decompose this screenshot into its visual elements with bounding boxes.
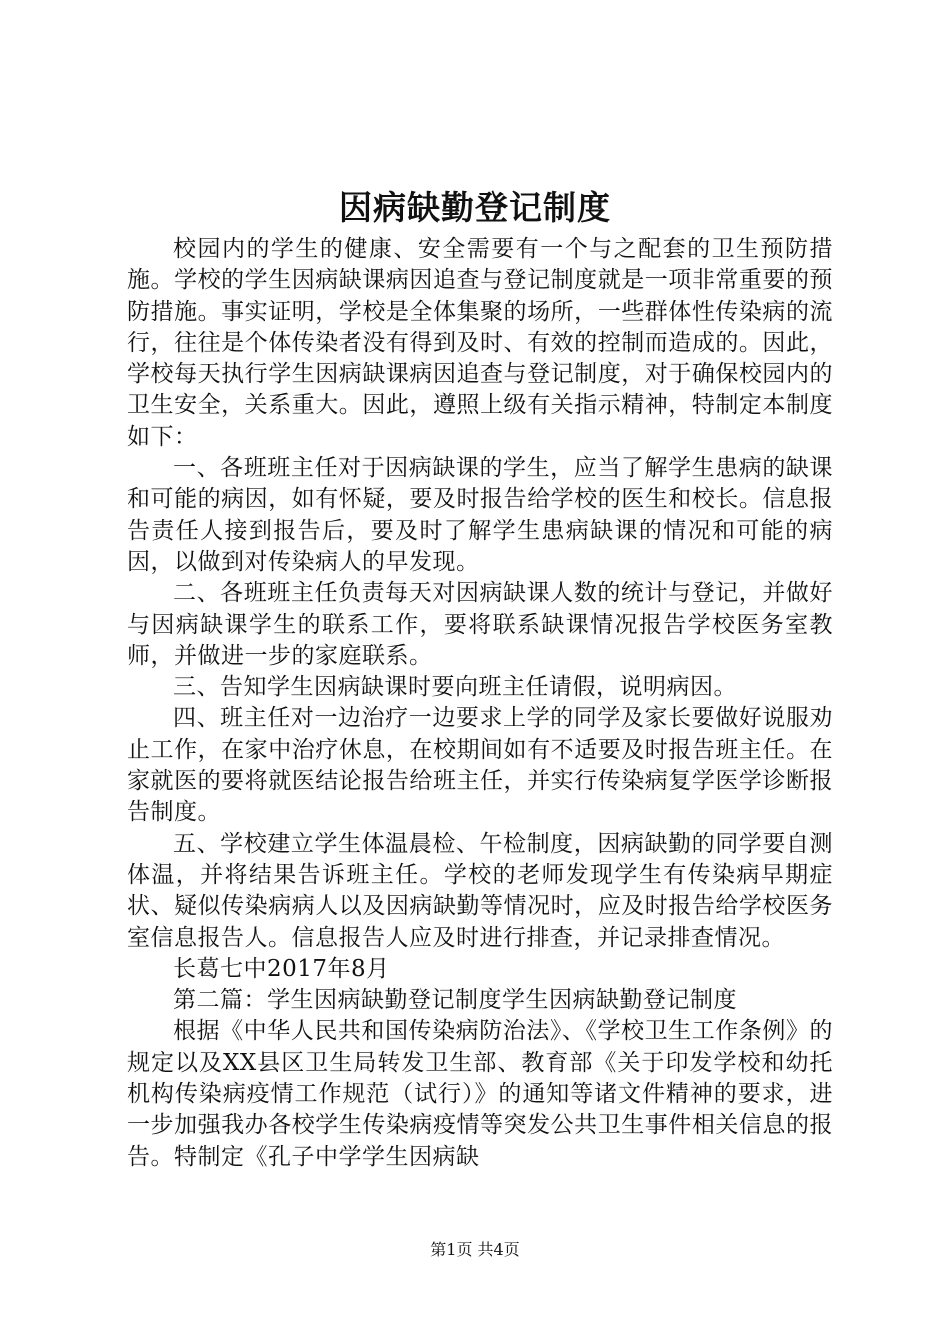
paragraph-item-1: 一、各班班主任对于因病缺课的学生，应当了解学生患病的缺课和可能的病因，如有怀疑，要及时报告给学校的医生和校长。信息报告责任人接到报告后，要及时了解学生患病缺课的情况和可能的病因，以做到对传染病人的早发现。 [127,455,833,575]
paragraph-basis: 根据《中华人民共和国传染病防治法》、《学校卫生工作条例》的规定以及XX县区卫生局转发卫生部、教育部《关于印发学校和幼托机构传染病疫情工作规范（试行）》的通知等诸文件精神的要求，进一步加强我办各校学生传染病疫情等突发公共卫生事件相关信息的报告。特制定《孔子中学学生因病缺 [127,1018,833,1170]
paragraph-item-2: 二、各班班主任负责每天对因病缺课人数的统计与登记，并做好与因病缺课学生的联系工作，要将联系缺课情况报告学校医务室教师，并做进一步的家庭联系。 [127,580,833,669]
paragraph-item-4: 四、班主任对一边治疗一边要求上学的同学及家长要做好说服劝止工作，在家中治疗休息，在校期间如有不适要及时报告班主任。在家就医的要将就医结论报告给班主任，并实行传染病复学医学诊断报告制度。 [127,705,833,826]
document-body [127,234,833,1173]
document-title: 因病缺勤登记制度 [339,188,611,227]
paragraph-item-3: 三、告知学生因病缺课时要向班主任请假，说明病因。 [173,674,737,701]
page-footer: 第1页 共4页 [430,1240,520,1259]
paragraph-signature: 长葛七中2017年8月 [173,955,390,982]
paragraph-section-heading: 第二篇：学生因病缺勤登记制度学生因病缺勤登记制度 [173,987,737,1014]
paragraph-intro: 校园内的学生的健康、安全需要有一个与之配套的卫生预防措施。学校的学生因病缺课病因追查与登记制度就是一项非常重要的预防措施。事实证明，学校是全体集聚的场所，一些群体性传染病的流行，往往是个体传染者没有得到及时、有效的控制而造成的。因此，学校每天执行学生因病缺课病因追查与登记制度，对于确保校园内的卫生安全，关系重大。因此，遵照上级有关指示精神，特制定本制度如下： [127,236,833,450]
paragraph-item-5: 五、学校建立学生体温晨检、午检制度，因病缺勤的同学要自测体温，并将结果告诉班主任。学校的老师发现学生有传染病早期症状、疑似传染病病人以及因病缺勤等情况时，应及时报告给学校医务室信息报告人。信息报告人应及时进行排查，并记录排查情况。 [127,830,833,951]
